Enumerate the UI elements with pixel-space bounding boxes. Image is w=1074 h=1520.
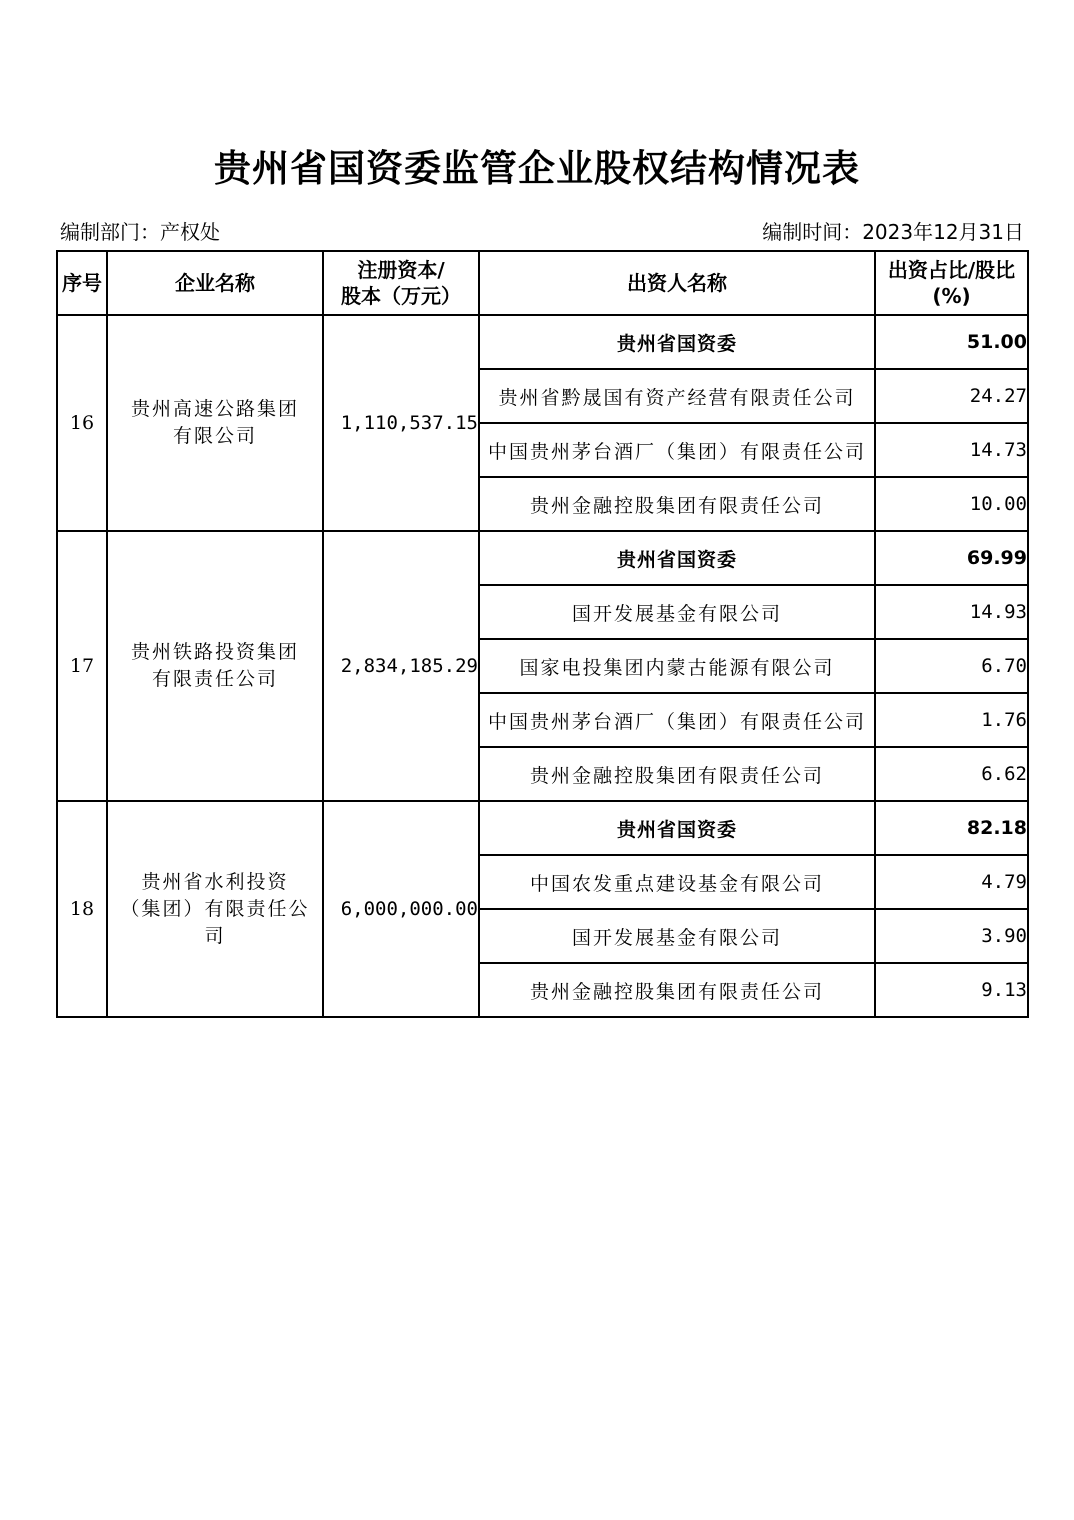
investor-pct: 51.00 bbox=[875, 315, 1028, 369]
header-seq: 序号 bbox=[57, 251, 107, 315]
company-line: 有限责任公司 bbox=[151, 668, 278, 690]
table-row bbox=[57, 801, 1028, 855]
group-company bbox=[107, 801, 323, 1017]
compiler-label: 编制部门：产权处 bbox=[60, 220, 220, 244]
investor-pct: 10.00 bbox=[875, 477, 1028, 531]
investor-name: 中国贵州茅台酒厂（集团）有限责任公司 bbox=[479, 423, 875, 477]
table-row bbox=[57, 531, 1028, 585]
table-header-row bbox=[57, 251, 1028, 315]
investor-pct: 3.90 bbox=[875, 909, 1028, 963]
investor-pct: 69.99 bbox=[875, 531, 1028, 585]
header-investor: 出资人名称 bbox=[479, 251, 875, 315]
company-line: （集团）有限责任公 bbox=[120, 897, 310, 920]
company-line: 有限公司 bbox=[172, 425, 257, 447]
investor-name: 贵州金融控股集团有限责任公司 bbox=[479, 963, 875, 1017]
investor-name: 中国农发重点建设基金有限公司 bbox=[479, 855, 875, 909]
header-company: 企业名称 bbox=[107, 251, 323, 315]
investor-pct: 6.62 bbox=[875, 747, 1028, 801]
equity-structure-table bbox=[56, 250, 1029, 1018]
company-line: 贵州省水利投资 bbox=[141, 870, 289, 893]
date-label: 编制时间：2023年12月31日 bbox=[762, 220, 1024, 244]
header-pct-line1: 出资占比/股比 bbox=[887, 258, 1016, 282]
investor-name: 贵州金融控股集团有限责任公司 bbox=[479, 747, 875, 801]
header-pct-line2: (%) bbox=[932, 284, 971, 308]
investor-name: 国开发展基金有限公司 bbox=[479, 585, 875, 639]
investor-name: 中国贵州茅台酒厂（集团）有限责任公司 bbox=[479, 693, 875, 747]
page-title: 贵州省国资委监管企业股权结构情况表 bbox=[214, 146, 860, 190]
group-seq: 17 bbox=[57, 531, 107, 801]
investor-pct: 14.73 bbox=[875, 423, 1028, 477]
group-capital: 6,000,000.00 bbox=[323, 801, 479, 1017]
investor-pct: 1.76 bbox=[875, 693, 1028, 747]
header-pct bbox=[875, 251, 1028, 315]
investor-pct: 6.70 bbox=[875, 639, 1028, 693]
investor-pct: 4.79 bbox=[875, 855, 1028, 909]
group-capital: 2,834,185.29 bbox=[323, 531, 479, 801]
investor-name: 国家电投集团内蒙古能源有限公司 bbox=[479, 639, 875, 693]
company-line: 贵州高速公路集团 bbox=[130, 398, 299, 420]
investor-pct: 9.13 bbox=[875, 963, 1028, 1017]
investor-pct: 24.27 bbox=[875, 369, 1028, 423]
group-seq: 16 bbox=[57, 315, 107, 531]
investor-pct: 14.93 bbox=[875, 585, 1028, 639]
investor-name: 贵州省黔晟国有资产经营有限责任公司 bbox=[479, 369, 875, 423]
company-line: 贵州铁路投资集团 bbox=[130, 641, 299, 663]
investor-name: 贵州省国资委 bbox=[479, 315, 875, 369]
investor-name: 贵州金融控股集团有限责任公司 bbox=[479, 477, 875, 531]
group-company bbox=[107, 315, 323, 531]
group-capital: 1,110,537.15 bbox=[323, 315, 479, 531]
investor-name: 贵州省国资委 bbox=[479, 531, 875, 585]
investor-name: 国开发展基金有限公司 bbox=[479, 909, 875, 963]
table-row bbox=[57, 315, 1028, 369]
group-seq: 18 bbox=[57, 801, 107, 1017]
header-capital-line1: 注册资本/ bbox=[357, 258, 445, 282]
group-company bbox=[107, 531, 323, 801]
investor-pct: 82.18 bbox=[875, 801, 1028, 855]
company-line: 司 bbox=[204, 924, 226, 947]
investor-name: 贵州省国资委 bbox=[479, 801, 875, 855]
header-capital-line2: 股本（万元） bbox=[341, 284, 461, 308]
header-capital bbox=[323, 251, 479, 315]
